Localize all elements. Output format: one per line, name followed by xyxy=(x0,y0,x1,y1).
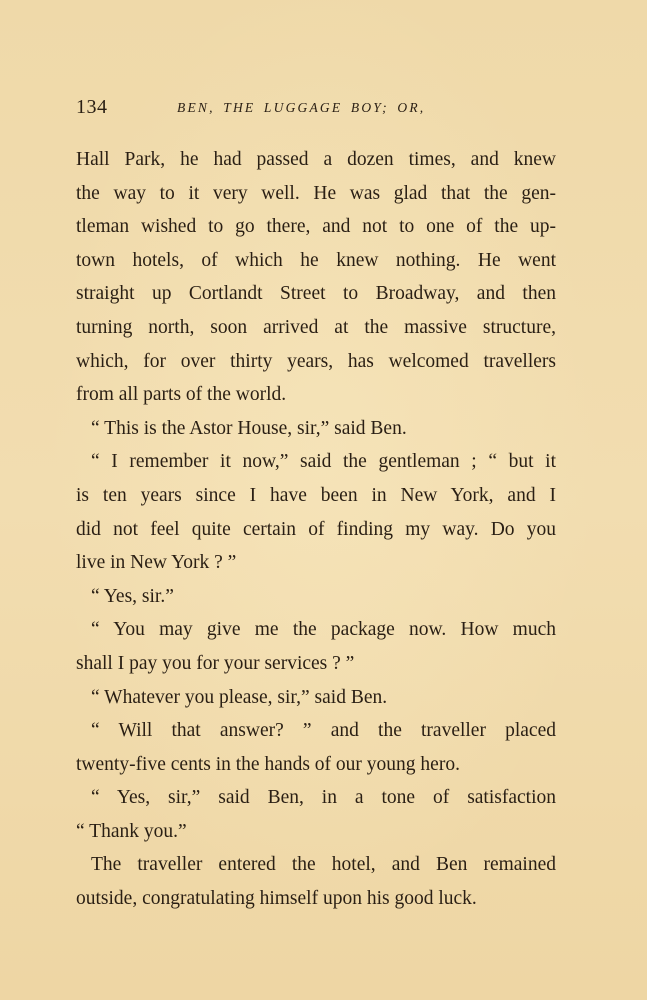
text-line: “ Thank you.” xyxy=(76,820,187,842)
text-line: shall I pay you for your services ? ” xyxy=(76,652,355,674)
text-line: “ Yes, sir,” said Ben, in a tone of satisfaction xyxy=(91,787,556,809)
page-number: 134 xyxy=(76,96,108,118)
text-line: from all parts of the world. xyxy=(76,384,287,406)
text-line: “ Will that answer? ” and the traveller placed xyxy=(91,720,556,742)
text-line: The traveller entered the hotel, and Ben remained xyxy=(91,854,556,876)
text-line: “ You may give me the package now. How much xyxy=(91,619,556,641)
text-line: is ten years since I have been in New York, and I xyxy=(76,484,556,506)
text-line: which, for over thirty years, has welcomed travellers xyxy=(76,350,556,372)
text-line: “ Yes, sir.” xyxy=(91,585,174,607)
text-line: did not feel quite certain of finding my way. Do you xyxy=(76,518,556,540)
text-line: live in New York ? ” xyxy=(76,552,237,574)
text-line: “ I remember it now,” said the gentleman ; “ but it xyxy=(91,451,556,473)
text-line: “ This is the Astor House, sir,” said Ben. xyxy=(91,417,407,439)
text-line: outside, congratulating himself upon his good luck. xyxy=(76,888,477,910)
text-line: twenty-five cents in the hands of our young hero. xyxy=(76,753,460,775)
text-line: tleman wished to go there, and not to one of the up- xyxy=(76,216,556,238)
text-line: town hotels, of which he knew nothing. He went xyxy=(76,249,556,271)
text-line: the way to it very well. He was glad that the gen- xyxy=(76,182,556,204)
text-line: turning north, soon arrived at the massive structure, xyxy=(76,316,556,338)
text-line: “ Whatever you please, sir,” said Ben. xyxy=(91,686,388,708)
running-head xyxy=(76,96,556,122)
body-text xyxy=(76,143,556,916)
running-title: BEN, THE LUGGAGE BOY; OR, xyxy=(177,100,426,115)
text-line: straight up Cortlandt Street to Broadway, and then xyxy=(76,283,556,305)
text-line: Hall Park, he had passed a dozen times, and knew xyxy=(76,149,556,170)
